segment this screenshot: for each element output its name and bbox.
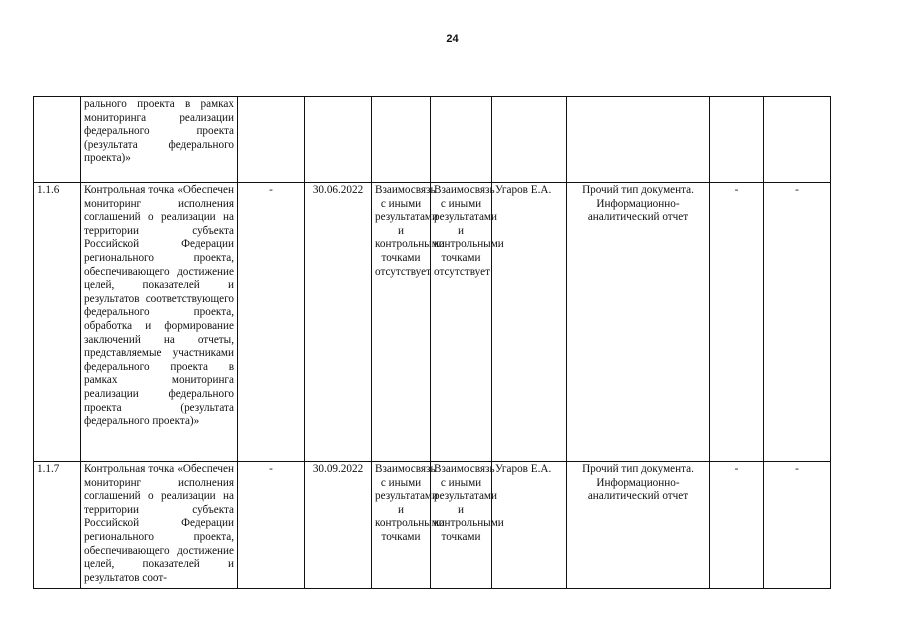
cell-col9: - — [710, 462, 764, 589]
document-type: Прочий тип документа. Информационно-аналитический отчет — [567, 462, 710, 589]
due-date — [305, 97, 372, 183]
cell-col3: - — [238, 462, 305, 589]
cell-col10: - — [764, 462, 831, 589]
relation-cell: Взаимосвязь с иными результатами и контрольными точками отсутствует — [372, 183, 431, 462]
table-row — [34, 183, 831, 462]
cell-col10 — [764, 97, 831, 183]
responsible-person — [492, 97, 567, 183]
table-row — [34, 97, 831, 183]
row-number: 1.1.6 — [34, 183, 81, 462]
document-type: Прочий тип документа. Информационно-аналитический отчет — [567, 183, 710, 462]
page-number: 24 — [446, 33, 459, 45]
relation-cell: Взаимосвязь с иными результатами и контрольными точками — [372, 462, 431, 589]
checkpoints-table — [33, 96, 831, 589]
checkpoint-name: рального проекта в рамках мониторинга реализации федерального проекта (результата федерального проекта)» — [81, 97, 238, 183]
checkpoint-name: Контрольная точка «Обеспечен мониторинг исполнения соглашений о реализации на территории субъекта Российской Федерации регионального проекта, обеспечивающего достижение целей, показателей и результатов соот- — [81, 462, 238, 589]
row-number: 1.1.7 — [34, 462, 81, 589]
due-date: 30.06.2022 — [305, 183, 372, 462]
relation-cell: Взаимосвязь с иными результатами и контрольными точками — [431, 462, 492, 589]
document-type — [567, 97, 710, 183]
responsible-person: Угаров Е.А. — [492, 183, 567, 462]
relation-cell — [372, 97, 431, 183]
relation-cell: Взаимосвязь с иными результатами и контрольными точками отсутствует — [431, 183, 492, 462]
cell-col9 — [710, 97, 764, 183]
row-number — [34, 97, 81, 183]
cell-col10: - — [764, 183, 831, 462]
responsible-person: Угаров Е.А. — [492, 462, 567, 589]
relation-cell — [431, 97, 492, 183]
due-date: 30.09.2022 — [305, 462, 372, 589]
checkpoint-name: Контрольная точка «Обеспечен мониторинг исполнения соглашений о реализации на территории субъекта Российской Федерации регионального проекта, обеспечивающего достижение целей, показателей и результатов соответствующего федерального проекта, обработка и формирование заключений на отчеты, представляемые участниками федерального проекта в рамках мониторинга реализации федерального проекта (результата федерального проекта)» — [81, 183, 238, 462]
table-row — [34, 462, 831, 589]
cell-col9: - — [710, 183, 764, 462]
cell-col3 — [238, 97, 305, 183]
cell-col3: - — [238, 183, 305, 462]
